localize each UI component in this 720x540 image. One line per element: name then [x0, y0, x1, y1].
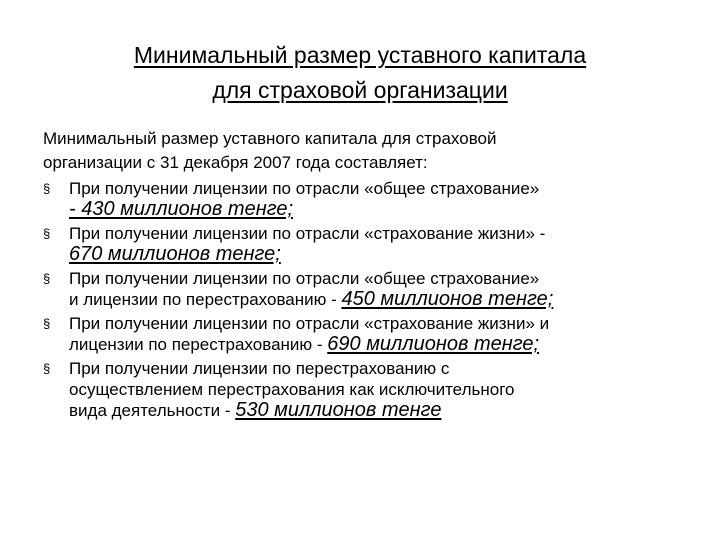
slide-title [40, 38, 680, 108]
bullet-text-line-1: При получении лицензии по отрасли «общее страхование» [69, 269, 540, 288]
bullet-amount: 690 миллионов тенге; [327, 333, 540, 355]
section-sign-icon: § [43, 226, 51, 241]
slide-content [43, 127, 693, 421]
bullet-text-line-2: осуществлением перестрахования как исключительного [69, 380, 515, 399]
intro-line-2: организации с 31 декабря 2007 года составляет: [43, 153, 428, 172]
bullet-amount: 670 миллионов тенге; [69, 243, 281, 265]
bullet-item [43, 178, 693, 220]
bullet-text-line-2: и лицензии по перестрахованию - [69, 290, 342, 309]
bullet-amount: 530 миллионов тенге [235, 399, 442, 421]
title-line-2: для страховой организации [212, 77, 508, 103]
bullet-item [43, 313, 693, 355]
intro-paragraph [43, 127, 693, 175]
bullet-text: При получении лицензии по отрасли «страхование жизни» - [69, 224, 546, 243]
title-line-1: Минимальный размер уставного капитала [133, 42, 587, 68]
bullet-text: При получении лицензии по отрасли «общее страхование» [69, 179, 540, 198]
bullet-amount: - 430 миллионов тенге; [69, 198, 294, 220]
section-sign-icon: § [43, 316, 51, 331]
intro-line-1: Минимальный размер уставного капитала для страховой [43, 129, 497, 148]
bullet-item [43, 358, 693, 421]
bullet-item [43, 268, 693, 310]
bullet-item [43, 223, 693, 265]
bullet-text-line-3: вида деятельности - [69, 401, 236, 420]
section-sign-icon: § [43, 271, 51, 286]
bullet-amount: 450 миллионов тенге; [341, 288, 554, 310]
section-sign-icon: § [43, 361, 51, 376]
section-sign-icon: § [43, 181, 51, 196]
bullet-text-line-2: лицензии по перестрахованию - [69, 335, 328, 354]
bullet-list [43, 178, 693, 421]
bullet-text-line-1: При получении лицензии по перестрахованию с [69, 359, 450, 378]
bullet-text-line-1: При получении лицензии по отрасли «страхование жизни» и [69, 314, 550, 333]
